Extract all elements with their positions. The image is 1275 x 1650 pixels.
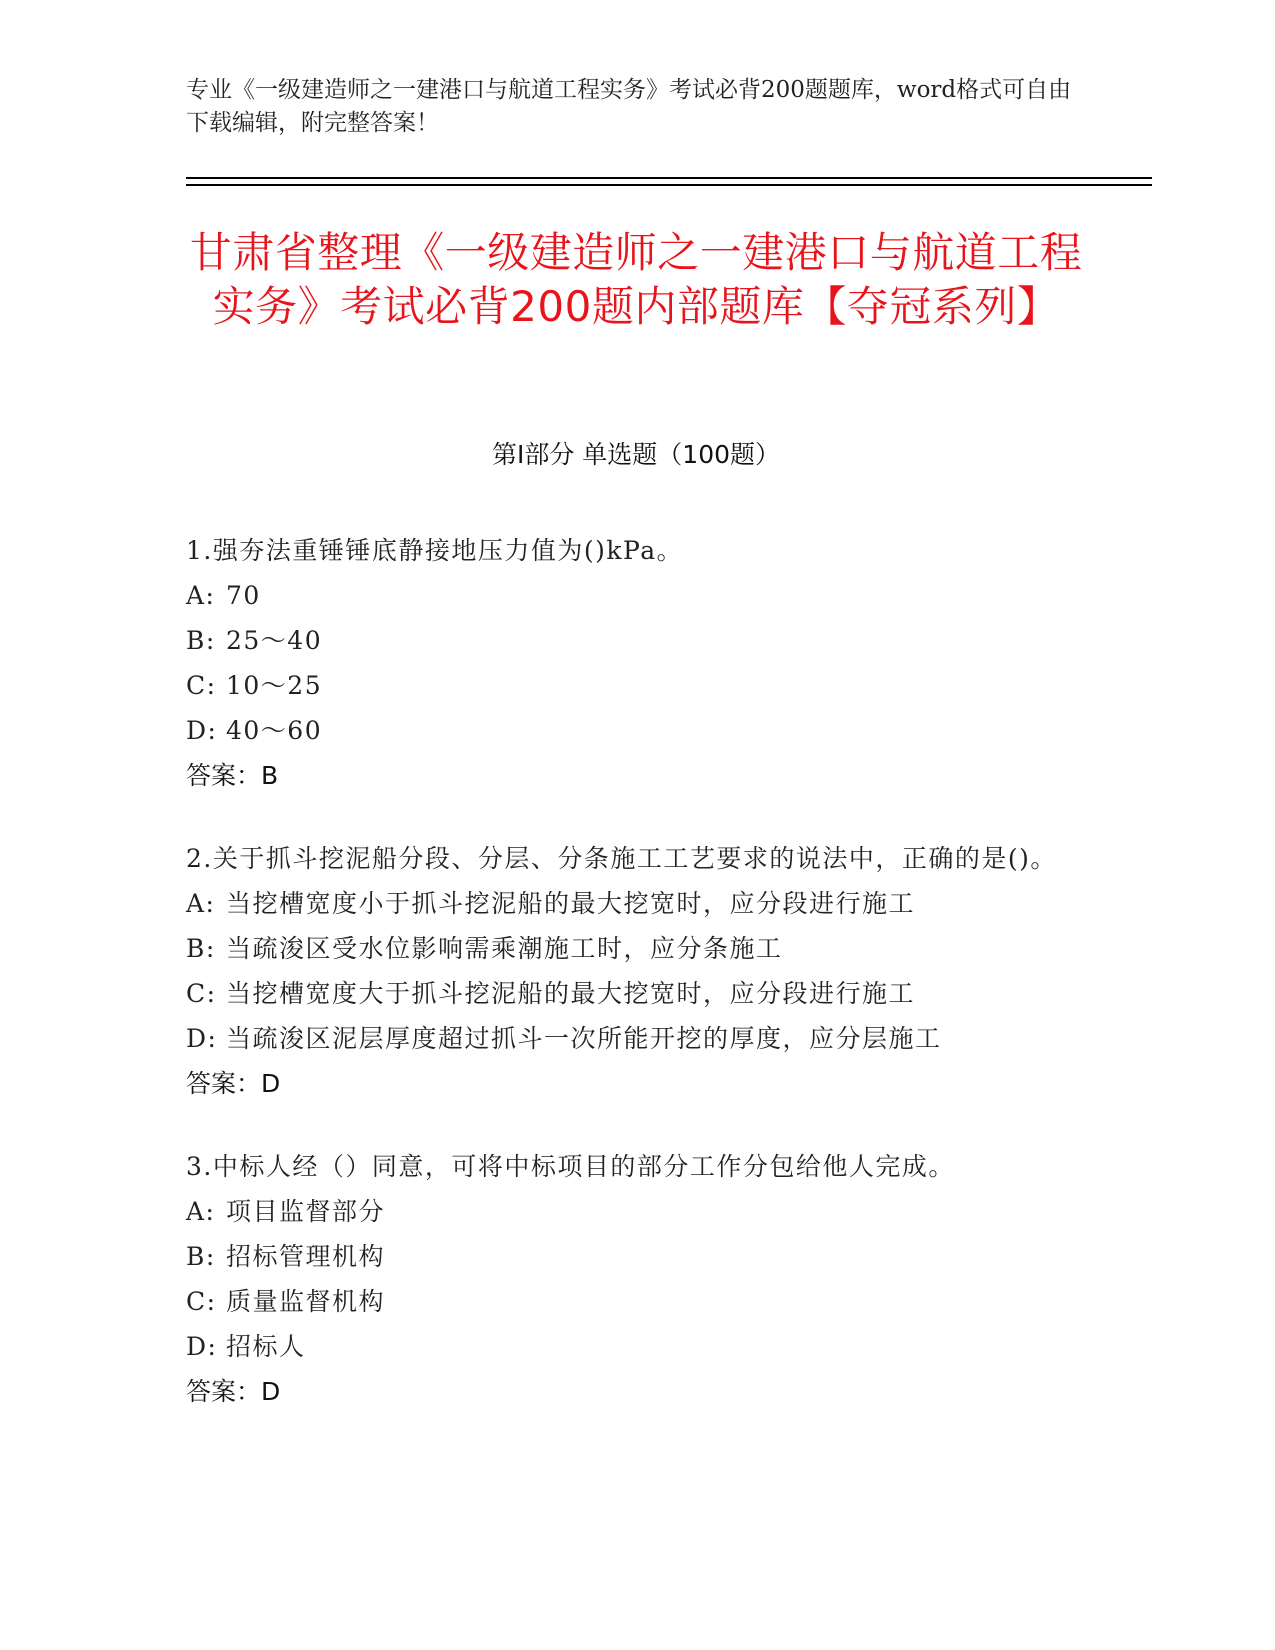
option-b	[186, 926, 1086, 971]
option-key: A:	[186, 889, 216, 918]
option-c	[186, 1279, 1086, 1324]
option-b	[186, 1234, 1086, 1279]
document-title: 甘肃省整理《一级建造师之一建港口与航道工程实务》考试必背200题内部题库【夺冠系列】	[189, 228, 1083, 331]
option-text: 40～60	[226, 716, 323, 745]
section-heading: 第Ⅰ部分 单选题（100题）	[491, 440, 781, 469]
question-2	[186, 836, 1086, 1106]
option-key: C:	[186, 979, 217, 1008]
option-key: C:	[186, 671, 217, 700]
option-text: 当疏浚区泥层厚度超过抓斗一次所能开挖的厚度，应分层施工	[226, 1024, 942, 1053]
answer-line: 答案：D	[186, 1069, 281, 1098]
option-key: A:	[186, 581, 216, 610]
question-list	[186, 528, 1086, 1452]
option-key: D:	[186, 1332, 218, 1361]
header-rule-bottom	[186, 184, 1152, 186]
option-key: D:	[186, 1024, 218, 1053]
option-text: 10～25	[226, 671, 323, 700]
option-key: B:	[186, 1242, 216, 1271]
answer-line: 答案：B	[186, 761, 279, 790]
option-text: 招标人	[226, 1332, 306, 1361]
option-text: 当挖槽宽度大于抓斗挖泥船的最大挖宽时，应分段进行施工	[226, 979, 916, 1008]
option-text: 当挖槽宽度小于抓斗挖泥船的最大挖宽时，应分段进行施工	[226, 889, 916, 918]
option-key: C:	[186, 1287, 217, 1316]
option-key: A:	[186, 1197, 216, 1226]
option-key: D:	[186, 716, 218, 745]
question-3	[186, 1144, 1086, 1414]
option-text: 质量监督机构	[226, 1287, 386, 1316]
option-text: 70	[226, 581, 261, 610]
header-rule-top	[186, 177, 1152, 179]
option-text: 项目监督部分	[226, 1197, 386, 1226]
option-b	[186, 618, 1086, 663]
option-a	[186, 881, 1086, 926]
question-1	[186, 528, 1086, 798]
question-stem: 2.关于抓斗挖泥船分段、分层、分条施工工艺要求的说法中，正确的是()。	[186, 844, 1057, 873]
option-d	[186, 1016, 1086, 1061]
header-note: 专业《一级建造师之一建港口与航道工程实务》考试必背200题题库，word格式可自由下载编辑，附完整答案！	[186, 77, 1072, 136]
option-c	[186, 971, 1086, 1016]
option-a	[186, 1189, 1086, 1234]
option-key: B:	[186, 934, 216, 963]
option-c	[186, 663, 1086, 708]
option-d	[186, 708, 1086, 753]
question-stem: 3.中标人经（）同意，可将中标项目的部分工作分包给他人完成。	[186, 1152, 955, 1181]
answer-line: 答案：D	[186, 1377, 281, 1406]
option-text: 当疏浚区受水位影响需乘潮施工时，应分条施工	[226, 934, 783, 963]
option-key: B:	[186, 626, 216, 655]
question-stem: 1.强夯法重锤锤底静接地压力值为()kPa。	[186, 536, 684, 565]
option-text: 25～40	[226, 626, 323, 655]
option-text: 招标管理机构	[226, 1242, 386, 1271]
option-a	[186, 573, 1086, 618]
option-d	[186, 1324, 1086, 1369]
